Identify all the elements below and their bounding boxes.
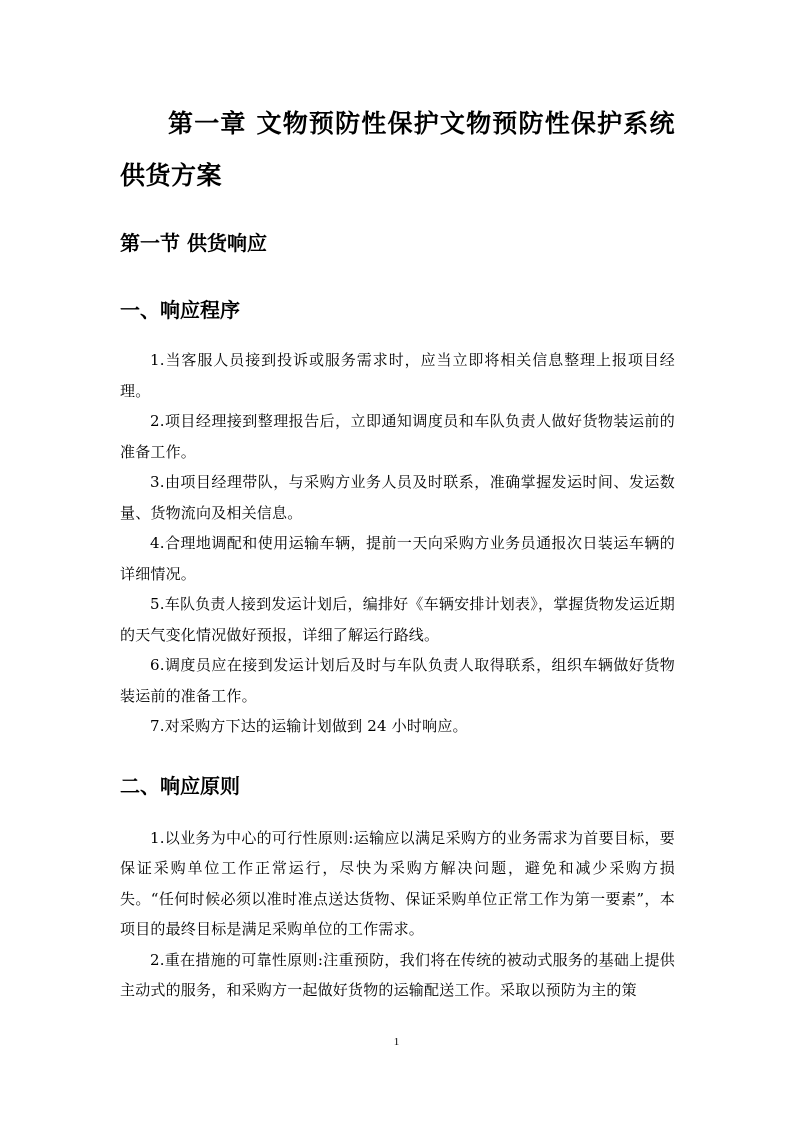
paragraph: 1.当客服人员接到投诉或服务需求时，应当立即将相关信息整理上报项目经理。 <box>120 351 675 400</box>
paragraph: 5.车队负责人接到发运计划后，编排好《车辆安排计划表》，掌握货物发运近期的天气变化情况做好预报，详细了解运行路线。 <box>120 595 675 644</box>
paragraph: 7.对采购方下达的运输计划做到 24 小时响应。 <box>150 717 468 735</box>
paragraph: 2.重在措施的可靠性原则:注重预防，我们将在传统的被动式服务的基础上提供主动式的服务，和采购方一起做好货物的运输配送工作。采取以预防为主的策 <box>120 950 675 999</box>
subsection-title-response-principles: 二、响应原则 <box>120 773 240 798</box>
document-body <box>120 98 675 1006</box>
paragraph: 6.调度员应在接到发运计划后及时与车队负责人取得联系，组织车辆做好货物装运前的准备工作。 <box>120 656 675 705</box>
paragraph: 1.以业务为中心的可行性原则:运输应以满足采购方的业务需求为首要目标，要保证采购单位工作正常运行，尽快为采购方解决问题，避免和减少采购方损失。“任何时候必须以准时准点送达货物、保证采购单位正常工作为第一要素”，本项目的最终目标是满足采购单位的工作需求。 <box>120 828 675 938</box>
subsection-title-response-procedure: 一、响应程序 <box>120 298 240 322</box>
response-procedure-list <box>120 345 675 742</box>
paragraph: 4.合理地调配和使用运输车辆，提前一天向采购方业务员通报次日装运车辆的详细情况。 <box>120 534 675 583</box>
response-principles-list <box>120 823 675 1006</box>
section-title: 第一节 供货响应 <box>120 231 267 255</box>
paragraph: 2.项目经理接到整理报告后，立即通知调度员和车队负责人做好货物装运前的准备工作。 <box>120 412 675 461</box>
page-number: 1 <box>393 1036 400 1048</box>
chapter-title: 第一章 文物预防性保护文物预防性保护系统供货方案 <box>120 109 675 190</box>
paragraph: 3.由项目经理带队，与采购方业务人员及时联系，准确掌握发运时间、发运数量、货物流向及相关信息。 <box>120 473 675 522</box>
